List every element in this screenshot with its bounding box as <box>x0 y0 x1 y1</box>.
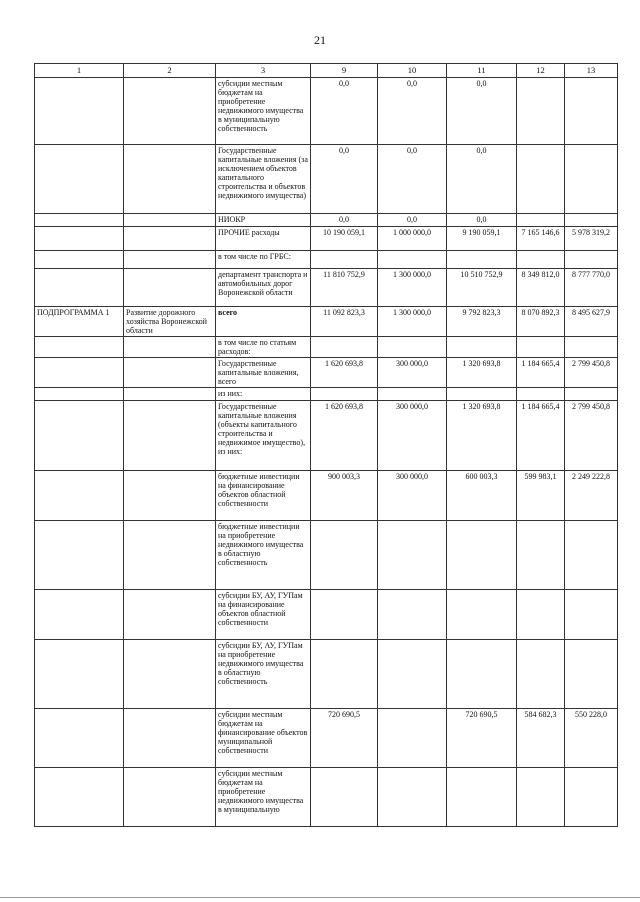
table-cell: 0,0 <box>447 145 517 214</box>
table-cell <box>35 401 124 471</box>
table-cell <box>124 590 216 640</box>
table-cell: 1 620 693,8 <box>311 358 378 388</box>
table-row <box>35 388 618 401</box>
table-cell: 600 003,3 <box>447 471 517 521</box>
table-cell: 900 003,3 <box>311 471 378 521</box>
table-cell <box>124 521 216 590</box>
table-cell <box>124 640 216 709</box>
table-row <box>35 269 618 307</box>
table-cell <box>124 214 216 227</box>
table-cell: субсидии местным бюджетам на финансирование объектов муниципальной собственности <box>216 709 311 768</box>
table-cell: 8 777 770,0 <box>565 269 618 307</box>
table-cell <box>35 640 124 709</box>
bottom-rule <box>0 897 640 898</box>
table-cell <box>124 401 216 471</box>
table-cell: 1 184 665,4 <box>517 401 565 471</box>
table-cell <box>517 145 565 214</box>
table-cell: 8 495 627,9 <box>565 307 618 337</box>
table-row <box>35 78 618 145</box>
table-cell: 0,0 <box>378 145 447 214</box>
table-cell <box>447 337 517 358</box>
table-cell: 1 320 693,8 <box>447 358 517 388</box>
table-cell <box>565 251 618 269</box>
table-cell <box>517 521 565 590</box>
header-cell: 9 <box>311 64 378 78</box>
table-cell: субсидии местным бюджетам на приобретение недвижимого имущества в муниципальную собственность <box>216 78 311 145</box>
table-cell <box>124 709 216 768</box>
table-cell: бюджетные инвестиции на финансирование объектов областной собственности <box>216 471 311 521</box>
table-cell <box>35 78 124 145</box>
table-cell: 0,0 <box>311 214 378 227</box>
table-row <box>35 590 618 640</box>
table-cell: субсидии БУ, АУ, ГУПам на финансирование объектов областной собственности <box>216 590 311 640</box>
table-row <box>35 251 618 269</box>
table-cell <box>378 388 447 401</box>
table-cell: 0,0 <box>378 78 447 145</box>
table-cell <box>378 251 447 269</box>
table-cell <box>35 269 124 307</box>
table-cell: в том числе по статьям расходов: <box>216 337 311 358</box>
table-cell <box>565 521 618 590</box>
table-cell <box>124 768 216 827</box>
table-cell: всего <box>216 307 311 337</box>
table-cell <box>378 640 447 709</box>
table-cell: 599 983,1 <box>517 471 565 521</box>
table-cell <box>35 590 124 640</box>
table-cell <box>565 590 618 640</box>
table-body <box>35 78 618 827</box>
table-cell <box>565 78 618 145</box>
table-cell <box>378 590 447 640</box>
table-cell: 10 510 752,9 <box>447 269 517 307</box>
table-cell <box>378 768 447 827</box>
table-row <box>35 521 618 590</box>
table-cell <box>311 768 378 827</box>
table-cell <box>447 590 517 640</box>
table-cell <box>517 214 565 227</box>
table-cell: 10 190 059,1 <box>311 227 378 251</box>
table-cell: 8 070 892,3 <box>517 307 565 337</box>
table-cell <box>311 337 378 358</box>
header-cell: 10 <box>378 64 447 78</box>
table-row <box>35 145 618 214</box>
budget-table <box>34 63 618 827</box>
table-cell <box>35 709 124 768</box>
table-row <box>35 227 618 251</box>
header-cell: 3 <box>216 64 311 78</box>
table-row <box>35 214 618 227</box>
table-cell: Государственные капитальные вложения (за исключением объектов капитального строительства и объектов недвижимого имущества) <box>216 145 311 214</box>
table-row <box>35 337 618 358</box>
table-cell: 11 092 823,3 <box>311 307 378 337</box>
table-cell: 2 799 450,8 <box>565 358 618 388</box>
table-cell <box>311 640 378 709</box>
table-cell <box>565 214 618 227</box>
table-row <box>35 358 618 388</box>
table-cell: 1 184 665,4 <box>517 358 565 388</box>
table-cell <box>35 768 124 827</box>
table-cell: 720 690,5 <box>447 709 517 768</box>
table-cell <box>311 590 378 640</box>
table-cell <box>35 251 124 269</box>
table-cell <box>124 337 216 358</box>
table-cell: НИОКР <box>216 214 311 227</box>
header-cell: 13 <box>565 64 618 78</box>
table-cell <box>447 521 517 590</box>
table-cell <box>565 388 618 401</box>
table-cell <box>378 709 447 768</box>
table-cell <box>447 640 517 709</box>
table-cell <box>517 768 565 827</box>
header-cell: 1 <box>35 64 124 78</box>
table-cell: 0,0 <box>447 78 517 145</box>
table-cell: 9 190 059,1 <box>447 227 517 251</box>
table-cell <box>35 227 124 251</box>
table-cell: 7 165 146,6 <box>517 227 565 251</box>
table-cell <box>311 521 378 590</box>
table-cell <box>447 768 517 827</box>
table-cell: 0,0 <box>447 214 517 227</box>
table-cell <box>35 521 124 590</box>
table-cell <box>35 145 124 214</box>
table-row <box>35 471 618 521</box>
table-cell: 5 978 319,2 <box>565 227 618 251</box>
table-cell <box>124 227 216 251</box>
table-cell <box>517 78 565 145</box>
table-cell <box>517 388 565 401</box>
table-cell: ПОДПРОГРАММА 1 <box>35 307 124 337</box>
table-header <box>35 64 618 78</box>
table-cell <box>124 78 216 145</box>
table-cell <box>35 214 124 227</box>
table-cell: департамент транспорта и автомобильных дорог Воронежской области <box>216 269 311 307</box>
table-cell: субсидии БУ, АУ, ГУПам на приобретение недвижимого имущества в областную собственность <box>216 640 311 709</box>
table-cell <box>124 269 216 307</box>
table-cell: 0,0 <box>311 145 378 214</box>
table-cell <box>378 337 447 358</box>
table-cell <box>517 590 565 640</box>
table-cell: 1 300 000,0 <box>378 307 447 337</box>
table-cell: 8 349 812,0 <box>517 269 565 307</box>
table-cell: 0,0 <box>378 214 447 227</box>
header-cell: 12 <box>517 64 565 78</box>
table-cell <box>311 251 378 269</box>
table-cell: Развитие дорожного хозяйства Воронежской области <box>124 307 216 337</box>
table-cell: 300 000,0 <box>378 358 447 388</box>
table-cell <box>35 388 124 401</box>
table-cell: Государственные капитальные вложения (объекты капитального строительства и недвижимое имущество), из них: <box>216 401 311 471</box>
table-cell: 11 810 752,9 <box>311 269 378 307</box>
table-cell: 1 620 693,8 <box>311 401 378 471</box>
table-cell <box>378 521 447 590</box>
table-cell <box>124 471 216 521</box>
table-cell <box>517 640 565 709</box>
header-cell: 11 <box>447 64 517 78</box>
table-cell <box>447 388 517 401</box>
table-row <box>35 401 618 471</box>
table-cell: 720 690,5 <box>311 709 378 768</box>
table-cell: в том числе по ГРБС: <box>216 251 311 269</box>
table-cell: 1 300 000,0 <box>378 269 447 307</box>
table-cell: 300 000,0 <box>378 471 447 521</box>
table-cell: 300 000,0 <box>378 401 447 471</box>
table-cell: бюджетные инвестиции на приобретение недвижимого имущества в областную собственность <box>216 521 311 590</box>
table-cell: 550 228,0 <box>565 709 618 768</box>
table-cell <box>124 358 216 388</box>
table-cell <box>447 251 517 269</box>
table-cell <box>311 388 378 401</box>
table-cell <box>517 337 565 358</box>
table-cell <box>124 388 216 401</box>
table-cell: 9 792 823,3 <box>447 307 517 337</box>
table-cell <box>565 768 618 827</box>
table-cell <box>35 358 124 388</box>
table-cell <box>124 251 216 269</box>
table-cell: ПРОЧИЕ расходы <box>216 227 311 251</box>
table-cell: 1 320 693,8 <box>447 401 517 471</box>
table-cell: 2 799 450,8 <box>565 401 618 471</box>
table-cell: 2 249 222,8 <box>565 471 618 521</box>
table-cell: Государственные капитальные вложения, всего <box>216 358 311 388</box>
table-cell: 0,0 <box>311 78 378 145</box>
table-cell: 1 000 000,0 <box>378 227 447 251</box>
table-cell <box>517 251 565 269</box>
table-cell <box>565 145 618 214</box>
table-row <box>35 640 618 709</box>
header-cell: 2 <box>124 64 216 78</box>
page-number: 21 <box>314 33 326 47</box>
table-row <box>35 709 618 768</box>
table-cell <box>565 640 618 709</box>
table-cell: 584 682,3 <box>517 709 565 768</box>
table-row <box>35 768 618 827</box>
table-cell: из них: <box>216 388 311 401</box>
table-cell <box>565 337 618 358</box>
header-row <box>35 64 618 78</box>
table-cell <box>35 337 124 358</box>
table-row <box>35 307 618 337</box>
table-cell <box>124 145 216 214</box>
table-cell: субсидии местным бюджетам на приобретение недвижимого имущества в муниципальную <box>216 768 311 827</box>
table-cell <box>35 471 124 521</box>
